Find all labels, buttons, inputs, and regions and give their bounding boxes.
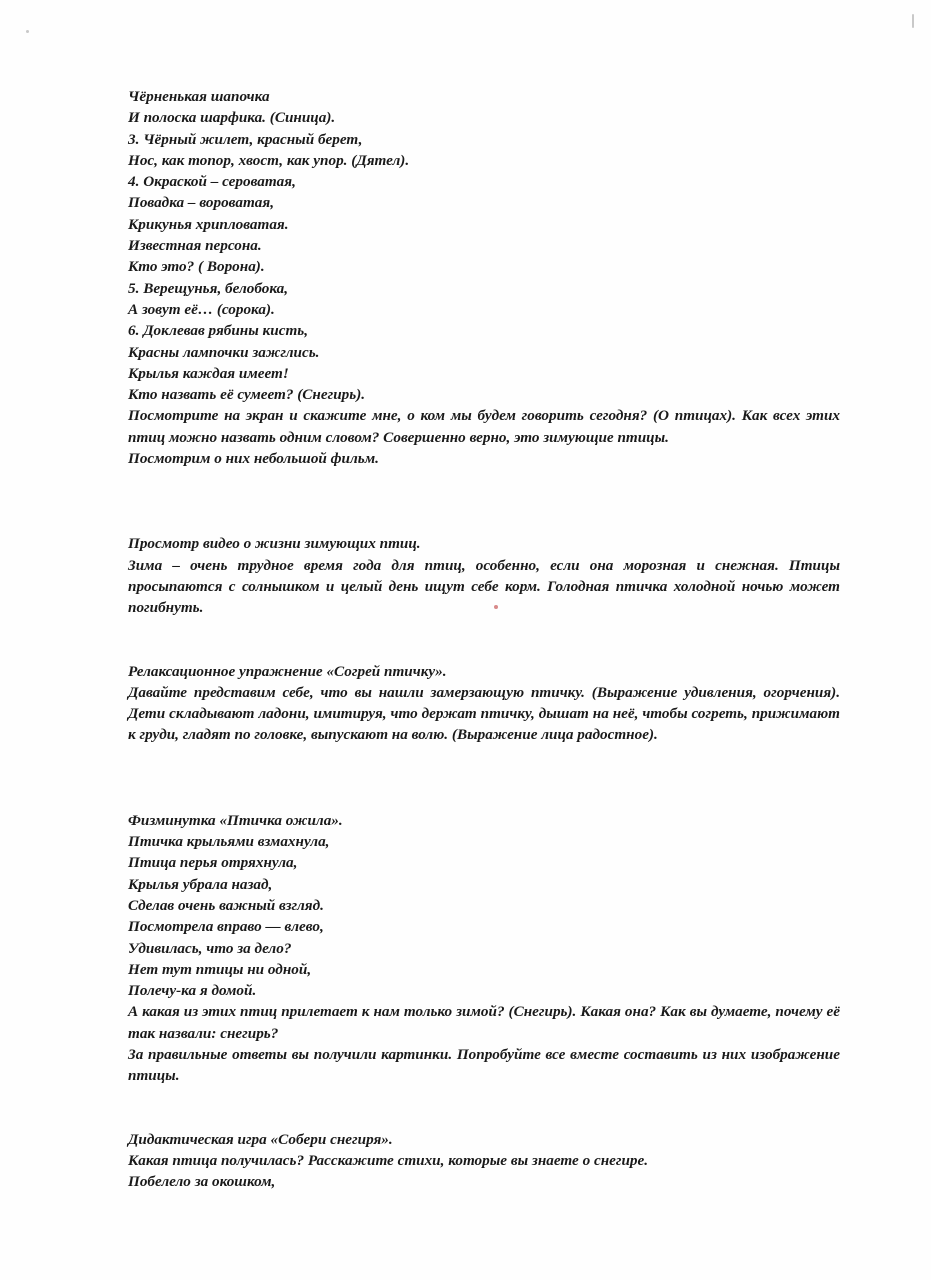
relax-section — [128, 661, 840, 746]
section-heading: Релаксационное упражнение «Согрей птичку». — [128, 662, 447, 680]
section-spacer — [128, 619, 840, 661]
section-spacer — [128, 746, 840, 810]
riddle-line: Красны лампочки зажглись. — [128, 343, 320, 361]
riddles-closing: Посмотрим о них небольшой фильм. — [128, 450, 379, 468]
document-body — [128, 86, 840, 1192]
riddle-line: 5. Верещунья, белобока, — [128, 279, 289, 297]
scan-speck — [912, 14, 914, 28]
fizminutka-section — [128, 810, 840, 1087]
fizminutka-task: За правильные ответы вы получили картинки. Попробуйте все вместе составить из них изображение птицы. — [128, 1045, 840, 1085]
game-question: Какая птица получилась? Расскажите стихи, которые вы знаете о снегире. — [128, 1151, 649, 1169]
riddles-paragraph: Посмотрите на экран и скажите мне, о ком мы будем говорить сегодня? (О птицах). Как всех этих птиц можно назвать одним словом? Совершенно верно, это зимующие птицы. — [128, 407, 840, 446]
poem-line: Посмотрела вправо — влево, — [128, 918, 324, 936]
poem-line: Удивилась, что за дело? — [128, 939, 292, 957]
riddle-line: Повадка – вороватая, — [128, 194, 274, 212]
game-section — [128, 1129, 840, 1193]
riddle-line: 4. Окраской – сероватая, — [128, 173, 296, 191]
section-heading: Дидактическая игра «Собери снегиря». — [128, 1130, 393, 1148]
riddle-line: Нос, как топор, хвост, как упор. (Дятел). — [128, 151, 410, 169]
video-paragraph: Зима – очень трудное время года для птиц, особенно, если она морозная и снежная. Птицы просыпаются с солнышком и целый день ищут себе корм. Голодная птичка холодной ночью может погибнуть. — [128, 556, 840, 617]
poem-line: Побелело за окошком, — [128, 1173, 276, 1191]
riddle-line: 6. Доклевав рябины кисть, — [128, 322, 308, 340]
riddle-line: И полоска шарфика. (Синица). — [128, 109, 336, 127]
scan-speck — [26, 30, 29, 33]
riddle-line: Крикунья хрипловатая. — [128, 215, 289, 233]
poem-line: Птица перья отряхнула, — [128, 854, 298, 872]
poem-line: Сделав очень важный взгляд. — [128, 896, 324, 914]
section-spacer — [128, 469, 840, 533]
fizminutka-question: А какая из этих птиц прилетает к нам только зимой? (Снегирь). Какая она? Как вы думаете, почему её так назвали: снегирь? — [128, 1003, 840, 1042]
poem-line: Нет тут птицы ни одной, — [128, 960, 312, 978]
riddle-line: А зовут её… (сорока). — [128, 300, 275, 318]
riddle-line: Кто это? ( Ворона). — [128, 258, 265, 276]
riddle-line: Известная персона. — [128, 237, 262, 255]
riddle-line: Крылья каждая имеет! — [128, 364, 289, 382]
poem-line: Птичка крыльями взмахнула, — [128, 833, 330, 851]
poem-line: Крылья убрала назад, — [128, 875, 273, 893]
section-heading: Физминутка «Птичка ожила». — [128, 811, 343, 829]
riddles-section — [128, 86, 840, 469]
riddle-line: 3. Чёрный жилет, красный берет, — [128, 130, 363, 148]
poem-line: Полечу-ка я домой. — [128, 982, 257, 1000]
riddle-line: Чёрненькая шапочка — [128, 88, 270, 105]
relax-paragraph: Давайте представим себе, что вы нашли замерзающую птичку. (Выражение удивления, огорчения). Дети складывают ладони, имитируя, что держат птичку, дышат на неё, чтобы согреть, прижимают к груди, гладят по головке, выпускают на волю. (Выражение лица радостное). — [128, 683, 840, 744]
riddle-line: Кто назвать её сумеет? (Снегирь). — [128, 386, 366, 404]
video-section — [128, 533, 840, 618]
section-heading: Просмотр видео о жизни зимующих птиц. — [128, 535, 421, 553]
section-spacer — [128, 1087, 840, 1129]
